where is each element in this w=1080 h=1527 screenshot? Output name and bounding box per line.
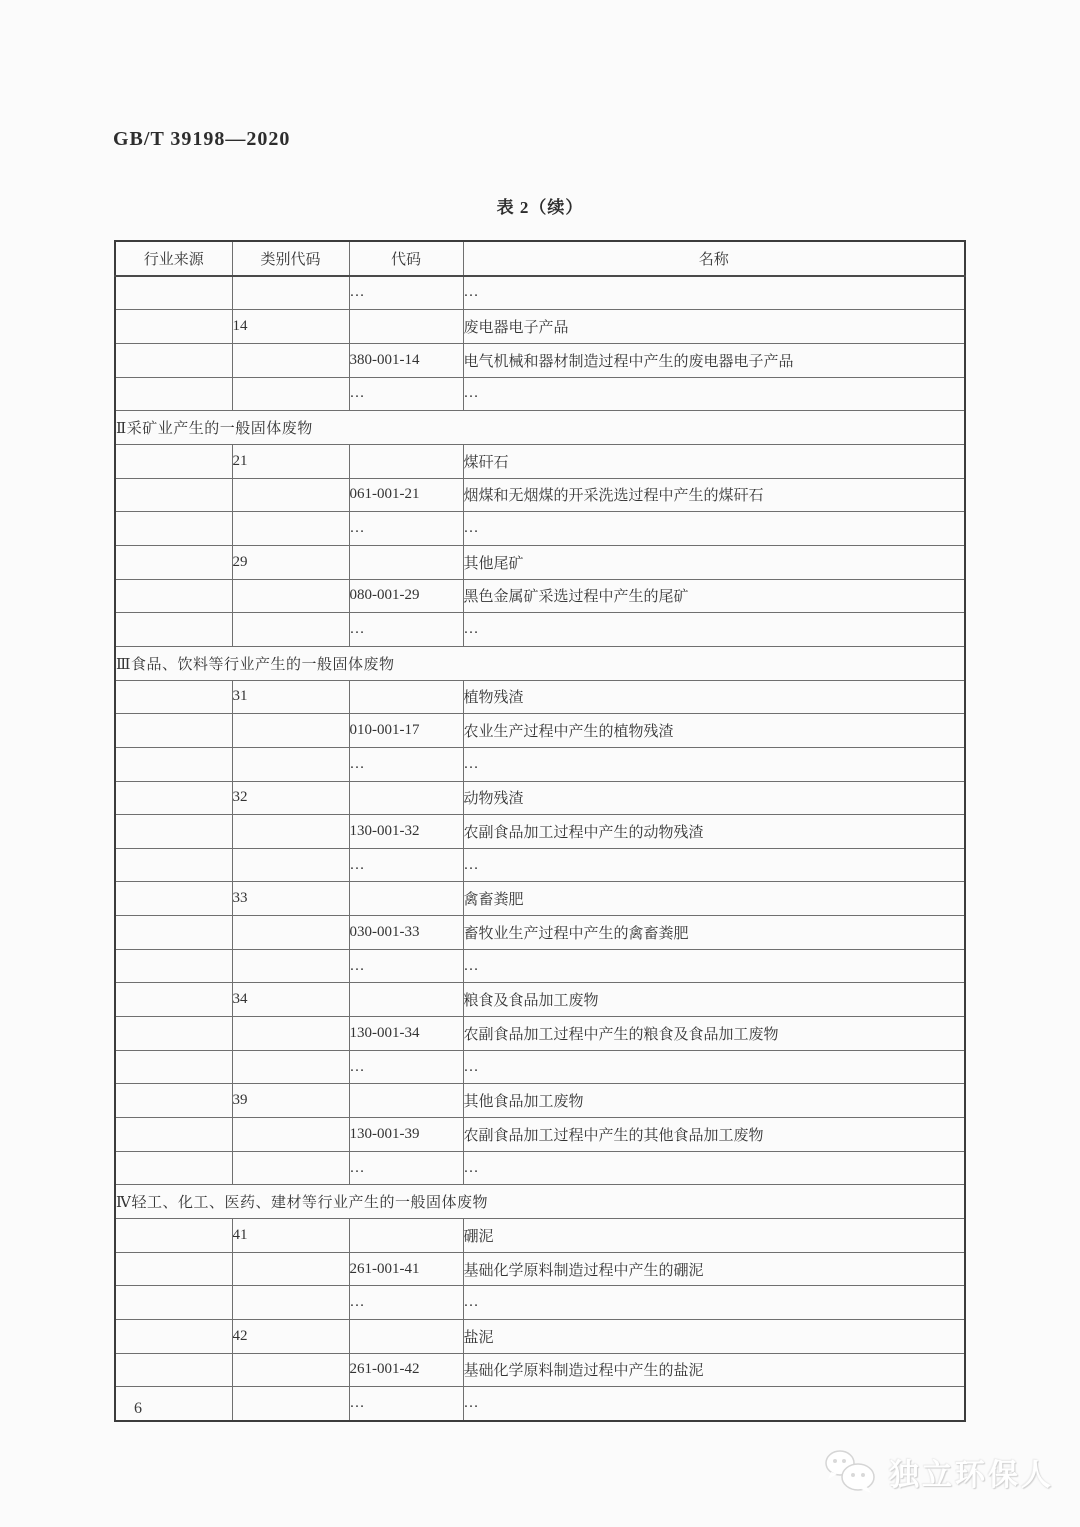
cell-name: 禽畜粪肥 [463,882,965,916]
col-header-industry-source: 行业来源 [115,241,232,276]
cell-code [349,1320,463,1354]
table-row [115,949,965,983]
cell-code: 380-001-14 [349,343,463,377]
table-row [115,848,965,882]
cell-code: 261-001-42 [349,1353,463,1387]
cell-name: 基础化学原料制造过程中产生的硼泥 [463,1252,965,1286]
cell-category [232,815,349,849]
cell-industry [115,1219,232,1253]
cell-name: … [463,1050,965,1084]
cell-industry [115,377,232,411]
cell-category [232,1050,349,1084]
cell-industry [115,949,232,983]
table-row [115,613,965,647]
cell-category: 29 [232,545,349,579]
cell-name: 废电器电子产品 [463,310,965,344]
cell-industry [115,680,232,714]
cell-name: … [463,949,965,983]
cell-code [349,545,463,579]
cell-industry [115,1320,232,1354]
cell-name: 煤矸石 [463,444,965,478]
cell-code: … [349,613,463,647]
table-row [115,377,965,411]
cell-name: 农副食品加工过程中产生的动物残渣 [463,815,965,849]
cell-category [232,1252,349,1286]
cell-name: 畜牧业生产过程中产生的禽畜粪肥 [463,916,965,950]
cell-category [232,613,349,647]
cell-name: 其他尾矿 [463,545,965,579]
cell-name: … [463,377,965,411]
section-row [115,411,965,445]
cell-name: 农副食品加工过程中产生的其他食品加工废物 [463,1118,965,1152]
table-row [115,276,965,310]
cell-code: 261-001-41 [349,1252,463,1286]
section-row [115,646,965,680]
cell-industry [115,1353,232,1387]
col-header-category-code: 类别代码 [232,241,349,276]
cell-name: 电气机械和器材制造过程中产生的废电器电子产品 [463,343,965,377]
cell-industry [115,478,232,512]
cell-name: … [463,1387,965,1421]
cell-name: … [463,512,965,546]
cell-code: … [349,377,463,411]
table-row [115,1353,965,1387]
cell-code: 061-001-21 [349,478,463,512]
table-row [115,916,965,950]
cell-name: … [463,276,965,310]
table-row [115,680,965,714]
cell-industry [115,276,232,310]
table-title: 表 2（续） [496,198,584,217]
cell-category [232,949,349,983]
cell-category [232,747,349,781]
cell-industry [115,343,232,377]
cell-code: … [349,1151,463,1185]
table-row [115,1017,965,1051]
section-label: Ⅲ食品、饮料等行业产生的一般固体废物 [115,646,965,680]
cell-industry [115,714,232,748]
cell-category [232,1286,349,1320]
cell-category [232,916,349,950]
table-row [115,1050,965,1084]
cell-industry [115,1252,232,1286]
table-row [115,310,965,344]
cell-industry [115,1017,232,1051]
table-row [115,983,965,1017]
cell-code [349,310,463,344]
table-row [115,882,965,916]
table-header-row [115,241,965,276]
table-row [115,1151,965,1185]
cell-category [232,1151,349,1185]
table-row [115,1118,965,1152]
table-row [115,1084,965,1118]
cell-name: 动物残渣 [463,781,965,815]
cell-name: 黑色金属矿采选过程中产生的尾矿 [463,579,965,613]
section-row [115,1185,965,1219]
table-row [115,1252,965,1286]
cell-industry [115,815,232,849]
table-row [115,478,965,512]
cell-code: 130-001-39 [349,1118,463,1152]
cell-category: 42 [232,1320,349,1354]
waste-classification-table [114,240,966,1422]
cell-name: 其他食品加工废物 [463,1084,965,1118]
cell-category [232,276,349,310]
cell-category [232,377,349,411]
cell-code: … [349,747,463,781]
cell-category: 34 [232,983,349,1017]
table-row [115,1286,965,1320]
cell-code: … [349,1286,463,1320]
table-row [115,444,965,478]
cell-code: … [349,1387,463,1421]
table-row [115,579,965,613]
cell-industry [115,882,232,916]
wechat-logo-icon [823,1448,879,1496]
cell-industry [115,781,232,815]
cell-name: 盐泥 [463,1320,965,1354]
cell-industry [115,579,232,613]
cell-industry [115,916,232,950]
cell-industry [115,1118,232,1152]
cell-industry [115,1084,232,1118]
cell-name: 农副食品加工过程中产生的粮食及食品加工废物 [463,1017,965,1051]
cell-category: 14 [232,310,349,344]
col-header-code: 代码 [349,241,463,276]
table-row [115,714,965,748]
section-label: Ⅱ采矿业产生的一般固体废物 [115,411,965,445]
cell-code [349,1084,463,1118]
cell-category: 39 [232,1084,349,1118]
cell-name: … [463,1286,965,1320]
table-row [115,512,965,546]
cell-name: … [463,613,965,647]
table-row [115,1219,965,1253]
cell-category [232,1118,349,1152]
cell-code [349,882,463,916]
cell-industry [115,310,232,344]
table-row [115,1387,965,1421]
cell-name: … [463,1151,965,1185]
cell-name: 农业生产过程中产生的植物残渣 [463,714,965,748]
table-row [115,545,965,579]
cell-name: 粮食及食品加工废物 [463,983,965,1017]
cell-category [232,579,349,613]
table-row [115,1320,965,1354]
cell-name: 硼泥 [463,1219,965,1253]
cell-code [349,444,463,478]
cell-code: 130-001-32 [349,815,463,849]
table-row [115,747,965,781]
cell-industry [115,1387,232,1421]
cell-name: … [463,747,965,781]
cell-category: 31 [232,680,349,714]
table-row [115,343,965,377]
col-header-name: 名称 [463,241,965,276]
cell-industry [115,613,232,647]
cell-category [232,714,349,748]
cell-code: … [349,949,463,983]
table-row [115,815,965,849]
cell-category [232,1017,349,1051]
table-row [115,781,965,815]
cell-industry [115,848,232,882]
cell-code [349,680,463,714]
cell-category [232,1387,349,1421]
page-number: 6 [134,1400,142,1417]
cell-category [232,1353,349,1387]
cell-category: 33 [232,882,349,916]
cell-category [232,478,349,512]
cell-name: 基础化学原料制造过程中产生的盐泥 [463,1353,965,1387]
cell-name: 植物残渣 [463,680,965,714]
cell-category: 41 [232,1219,349,1253]
cell-code [349,1219,463,1253]
cell-code: … [349,512,463,546]
cell-code [349,983,463,1017]
cell-industry [115,1286,232,1320]
standard-number: GB/T 39198—2020 [113,128,291,150]
cell-industry [115,444,232,478]
cell-category [232,512,349,546]
cell-industry [115,1050,232,1084]
cell-category [232,343,349,377]
cell-code: 130-001-34 [349,1017,463,1051]
watermark [823,1448,1054,1496]
cell-code: … [349,1050,463,1084]
cell-code: 030-001-33 [349,916,463,950]
cell-industry [115,983,232,1017]
cell-category [232,848,349,882]
section-label: Ⅳ轻工、化工、医药、建材等行业产生的一般固体废物 [115,1185,965,1219]
cell-industry [115,512,232,546]
cell-industry [115,747,232,781]
watermark-text: 独立环保人 [889,1459,1054,1492]
cell-industry [115,545,232,579]
cell-category: 32 [232,781,349,815]
cell-code: … [349,276,463,310]
cell-code: 010-001-17 [349,714,463,748]
cell-category: 21 [232,444,349,478]
cell-industry [115,1151,232,1185]
cell-name: … [463,848,965,882]
cell-code: 080-001-29 [349,579,463,613]
cell-name: 烟煤和无烟煤的开采洗选过程中产生的煤矸石 [463,478,965,512]
cell-code: … [349,848,463,882]
cell-code [349,781,463,815]
